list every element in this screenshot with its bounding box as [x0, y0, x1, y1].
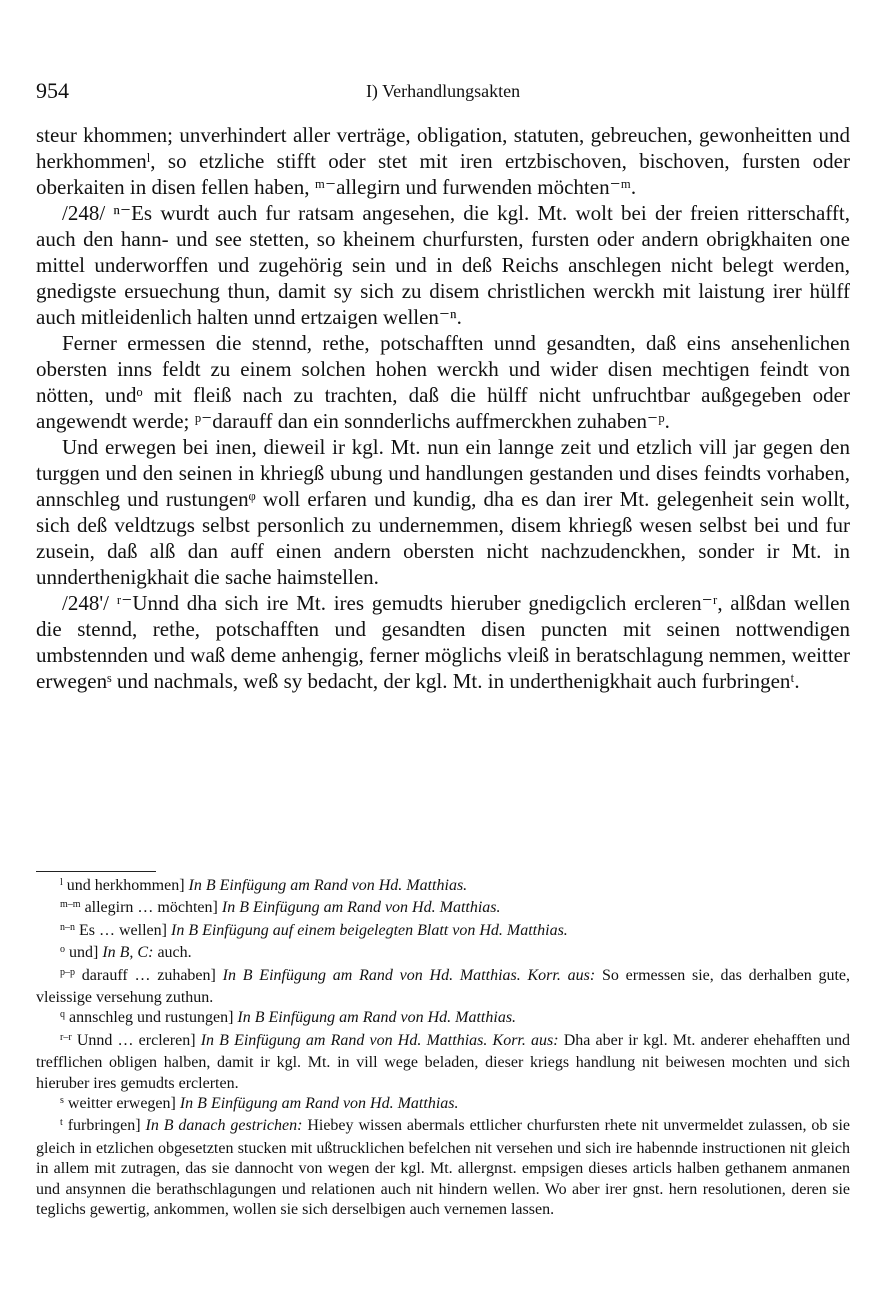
main-text [36, 122, 850, 694]
paragraph: /248'/ ʳ⁻Unnd dha sich ire Mt. ires gemudts hieruber gnedigclich ercleren⁻ʳ, alßdan wellen die stennd, rethe, potschafften und gesandten disen puncten mit seinen nottwendigen umbstennden und waß deme anhengig, ferner möglichs vleiß in beratschlagung nemmen, weitter erwegenˢ und nachmals, weß sy bedacht, der kgl. Mt. in underthenigkhait auch furbringenᵗ. [36, 591, 850, 693]
footnote [36, 921, 850, 943]
paragraph: steur khommen; unverhindert aller verträge, obligation, statuten, gebreuchen, gewonheitten und herkhommenˡ, so etzliche stifft oder stet mit iren ertzbischoven, bischoven, fursten oder oberkaiten in disen fellen haben, ᵐ⁻allegirn und furwenden möchten⁻ᵐ. [36, 123, 850, 199]
footnote-key: n–n [60, 921, 75, 933]
footnote-reading: auch. [157, 944, 192, 962]
footnote-lemma: furbringen] [67, 1117, 141, 1135]
footnote-key: r–r [60, 1031, 72, 1043]
paragraph: Ferner ermessen die stennd, rethe, potschafften unnd gesandten, daß eins ansehenlichen obersten inns feldt zu einem solchen hohen werckh und wider disen mechtigen feindt von nötten, undᵒ mit fleiß nach zu trachten, daß die hülff nicht unfruchtbar außgegeben oder angewendt werde; ᵖ⁻darauff dan ein sonnderlichs auffmerckhen zuhaben⁻ᵖ. [36, 331, 850, 433]
footnote-reading: Hiebey wissen abermals ettlicher churfursten rhete nit unvermeldet zulassen, ob sie gleich in etzlichen obgesetzten stucken mit ußtrucklichen befelchen nit versehen und sich ire habennde instructionen nit gleich in allem mit zutragen, das sie dannocht von wegen der kgl. Mt. allergnst. empsigen dieses articls halben gethanem anmanen und ansynnen die berathschlagungen und relationen auch nit hindern wellen. Wo aber irer gnst. hern resolutionen, deren sie teglichs gewertig, ankommen, wollen sie sich derselbigen auch vernemen lassen. [36, 1117, 851, 1219]
footnote-comment: In B Einfügung am Rand von Hd. Matthias. [237, 1009, 517, 1027]
footnote-key: l [60, 877, 63, 888]
paragraph: /248/ ⁿ⁻Es wurdt auch fur ratsam angesehen, die kgl. Mt. wolt bei der freien ritterschafft, auch den hann- und see stetten, so kheinem churfursten, fursten oder andern obrigkhaiten one mittel underworffen und zugehörig sein und in deß Reichs anschlegen nicht belegt werden, gnedigste ersuechung thun, damit sy sich zu disem christlichen werckh mit laistung irer hülff auch mitleidenlich halten unnd ertzaigen wellen⁻ⁿ. [36, 201, 850, 329]
page-header [36, 78, 850, 108]
footnote [36, 898, 850, 920]
running-head: I) Verhandlungsakten [365, 81, 521, 101]
footnote [36, 1116, 850, 1220]
footnote [36, 876, 850, 898]
footnote-reading: Dha aber ir kgl. Mt. anderer ehehafften und trefflichen obligen halben, damit ir kgl. Mt. in vill wege beladen, dieser kriegs handlung nit beiwesen mochten und sich hieruber ires gemudts erclerten. [36, 1031, 851, 1092]
footnote-comment: In B Einfügung am Rand von Hd. Matthias. [179, 1095, 459, 1113]
footnote-key: o [60, 944, 65, 956]
footnote-comment: In B Einfügung am Rand von Hd. Matthias. [188, 877, 468, 894]
footnote-key: s [60, 1095, 64, 1107]
footnote-lemma: annschleg und rustungen] [69, 1009, 234, 1027]
footnote [36, 1094, 850, 1116]
footnote-comment: In B, C: [102, 944, 154, 962]
page-number: 954 [36, 78, 69, 103]
footnote-comment: In B Einfügung am Rand von Hd. Matthias. Korr. aus: [222, 966, 596, 984]
footnote-key: p–p [60, 966, 75, 978]
footnote-lemma: und herkhommen] [66, 877, 185, 894]
footnote-lemma: weitter erwegen] [67, 1095, 176, 1113]
footnote [36, 966, 850, 1009]
footnote-key: t [60, 1117, 63, 1129]
footnote-reading: So ermessen sie, das derhalben gute, vleissige versehung zuthun. [36, 966, 851, 1007]
footnote-comment: In B Einfügung auf einem beigelegten Blatt von Hd. Matthias. [170, 921, 568, 939]
footnote-comment: In B Einfügung am Rand von Hd. Matthias. [221, 899, 501, 917]
footnote-comment: In B danach gestrichen: [145, 1117, 303, 1135]
footnotes [36, 876, 850, 1221]
footnote-comment: In B Einfügung am Rand von Hd. Matthias. Korr. aus: [200, 1031, 559, 1049]
footnote-lemma: darauff … zuhaben] [81, 966, 216, 984]
footnote-key: m–m [60, 899, 81, 911]
footnote-lemma: allegirn … möchten] [84, 899, 218, 917]
footnote-lemma: und] [69, 944, 99, 962]
footnote-lemma: Es … wellen] [79, 921, 167, 939]
paragraph: Und erwegen bei inen, dieweil ir kgl. Mt. nun ein lannge zeit und etzlich vill jar gegen den turggen und den seinen in khriegß ubung und handlungen gestanden und dises feindts vorhaben, annschleg und rustungenᵠ woll erfaren und kundig, dha es dan irer Mt. gelegenheit sein wollt, sich deß veldtzugs selbst personlich zu undernemmen, disem khriegß wesen selbst bei und fur zusein, daß alß dan auff einen andern obersten nicht nachzudenckhen, sonder ir Mt. in unnderthenigkhait die sache haimstellen. [36, 435, 850, 589]
footnote-key: q [60, 1009, 65, 1021]
footnote [36, 943, 850, 965]
footnote [36, 1031, 850, 1094]
footnote-separator [36, 871, 156, 872]
footnote [36, 1008, 850, 1030]
footnote-lemma: Unnd … ercleren] [76, 1031, 196, 1049]
